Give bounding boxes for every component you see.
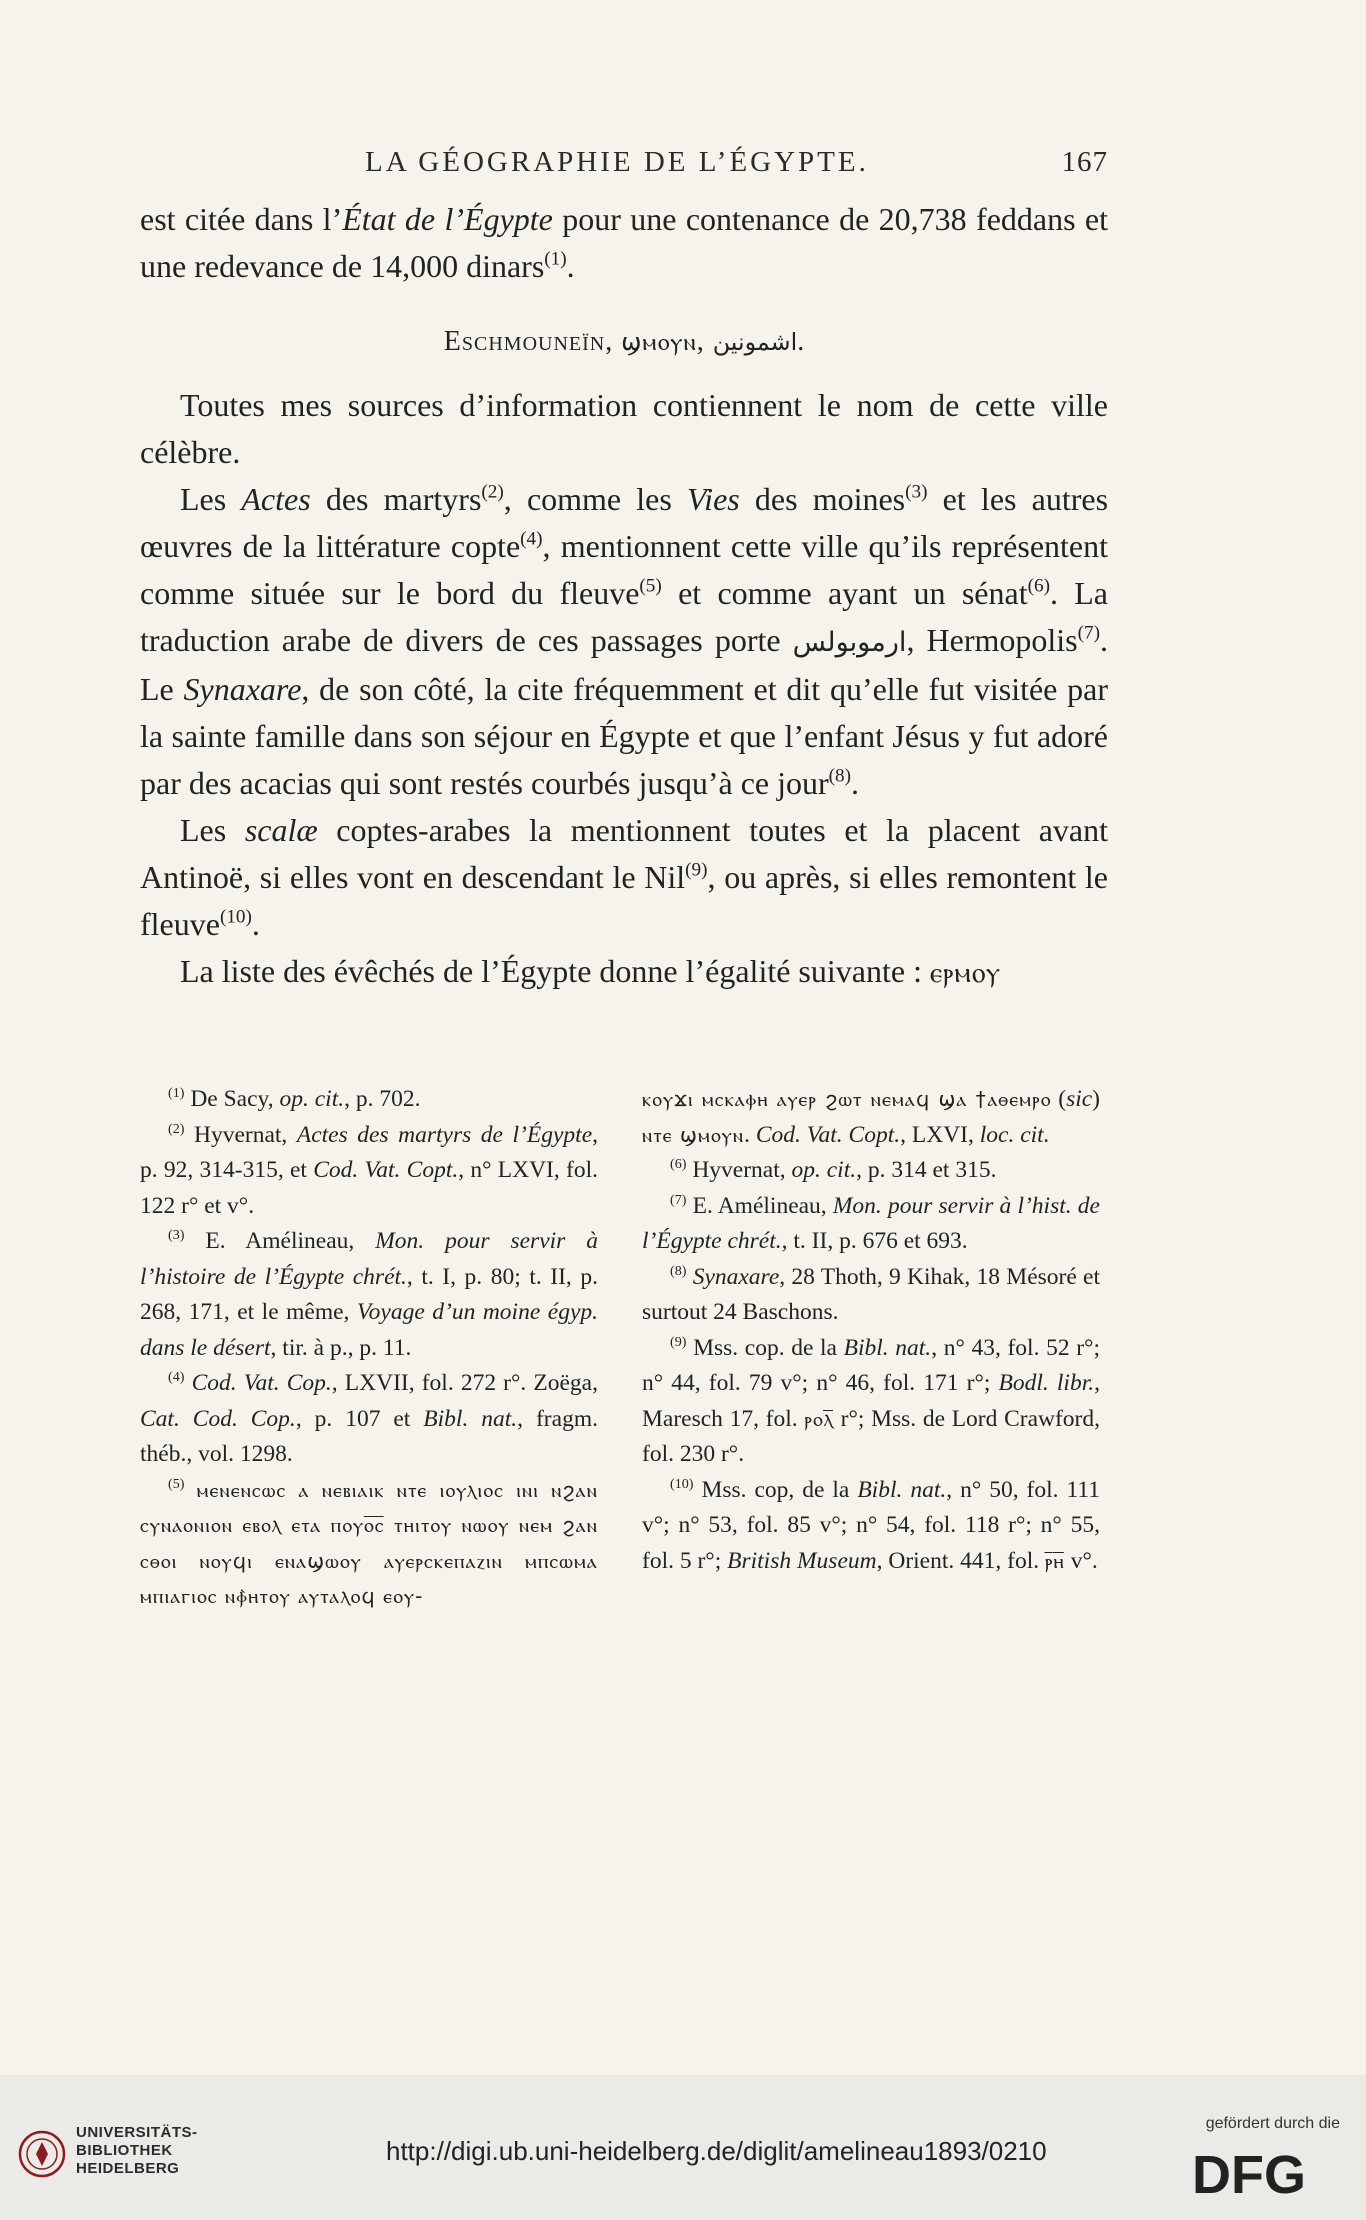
footnote-10: $^{(10)}$ Mss. cop, de la Bibl. nat., n° 50, fol. 111 v°; n° 53, fol. 85 v°; n° 54, fol. 118 r°; n° 55, fol. 5 r°; British Museum, Orient. 441, fol. ⲣ̅ⲏ̅ v°. bbox=[642, 1475, 1100, 1574]
footnote-9: $^{(9)}$ Mss. cop. de la Bibl. nat., n° 43, fol. 52 r°; n° 44, fol. 79 v°; n° 46, fol. 171 r°; Bodl. libr., Maresch 17, fol. ⲣⲟⲗ̅ r°; Mss. de Lord Crawford, fol. 230 r°. bbox=[642, 1333, 1101, 1467]
university-name: UNIVERSITÄTS- BIBLIOTHEK HEIDELBERG bbox=[76, 2124, 198, 2177]
paragraph-1: est citée dans l’État de l’Égypte pour une contenance de 20,738 feddans et une redevance de 14,000 dinars$^{(1)}$. bbox=[140, 201, 1109, 284]
svg-text:DFG: DFG bbox=[1192, 2145, 1306, 2201]
footnotes-left-column bbox=[140, 1082, 598, 1615]
paragraph-4: Les scalæ coptes-arabes la mentionnent toutes et la placent avant Antinoë, si elles vont en descendant le Nil$^{(9)}$, ou après, si elles remontent le fleuve$^{(10)}$. bbox=[140, 812, 1109, 942]
permalink[interactable]: http://digi.ub.uni-heidelberg.de/diglit/amelineau1893/0210 bbox=[386, 2136, 1047, 2166]
header-title: LA GÉOGRAPHIE DE L’ÉGYPTE. bbox=[365, 146, 869, 178]
footnote-5-continued: ⲕⲟⲩϫⲓ ⲙⲥⲕⲁⲫⲏ ⲁⲩⲉⲣ ϩⲱⲧ ⲛⲉⲙⲁϥ ϣⲁ †ⲁⲑⲉⲙⲣⲟ (sic) ⲛⲧⲉ ϣⲙⲟⲩⲛ. Cod. Vat. Copt., LXVI, loc. cit. bbox=[642, 1086, 1100, 1148]
dfg-logo[interactable] bbox=[1192, 2145, 1342, 2201]
footnotes-right-column bbox=[642, 1082, 1100, 1579]
footnote-ref: (1) bbox=[544, 248, 567, 270]
footnote-2: $^{(2)}$ Hyvernat, Actes des martyrs de l’Égypte, p. 92, 314-315, et Cod. Vat. Copt., n° LXVI, fol. 122 r° et v°. bbox=[140, 1120, 598, 1219]
section-heading: Eschmouneïn, ϣⲙⲟⲩⲛ, اشمونين. bbox=[443, 326, 805, 357]
footnote-5: $^{(5)}$ ⲙⲉⲛⲉⲛⲥⲱⲥ ⲁ ⲛⲉⲃⲓⲁⲓⲕ ⲛⲧⲉ ⲓⲟⲩⲗⲓⲟⲥ ⲓⲛⲓ ⲛϩⲁⲛ ⲥⲩⲛⲁⲟⲛⲓⲟⲛ ⲉⲃⲟⲗ ⲉⲧⲁ ⲡⲟⲩⲟ̅ⲥ̅ ⲧⲏⲓⲧⲟⲩ ⲛⲱⲟⲩ ⲛⲉⲙ ϩⲁⲛ ⲥⲑⲟⲓ ⲛⲟⲩϥⲓ ⲉⲛⲁϣⲱⲟⲩ ⲁⲩⲉⲣⲥⲕⲉⲡⲁⲍⲓⲛ ⲙⲡⲥⲱⲙⲁ ⲙⲡⲓⲁⲅⲓⲟⲥ ⲛⲫ̀ⲏⲧⲟⲩ ⲁⲩⲧⲁⲗⲟϥ ⲉⲟⲩ- bbox=[140, 1475, 598, 1608]
running-header bbox=[140, 140, 1108, 180]
paragraph-2: Toutes mes sources d’information contiennent le nom de cette ville célèbre. bbox=[140, 387, 1108, 470]
footnote-3: $^{(3)}$ E. Amélineau, Mon. pour servir à l’histoire de l’Égypte chrét., t. I, p. 80; t. II, p. 268, 171, et le même, Voyage d’un moine égyp. dans le désert, tir. à p., p. 11. bbox=[140, 1226, 598, 1361]
footnote-1: $^{(1)}$ De Sacy, op. cit., p. 702. bbox=[168, 1084, 421, 1112]
paragraph-3: Les Actes des martyrs$^{(2)}$, comme les Vies des moines$^{(3)}$ et les autres œuvres de la littérature copte$^{(4)}$, mentionnent cette ville qu’ils représentent comme située sur le bord du fleuve$^{(5)}$ et comme ayant un sénat$^{(6)}$. La traduction arabe de divers de ces passages porte ارموبولس, Hermopolis$^{(7)}$. Le Synaxare, de son côté, la cite fréquemment et dit qu’elle fut visitée par la sainte famille dans son séjour en Égypte et que l’enfant Jésus y fut adoré par des acacias qui sont restés courbés jusqu’à ce jour$^{(8)}$. bbox=[140, 481, 1109, 801]
footnote-8: $^{(8)}$ Synaxare, 28 Thoth, 9 Kihak, 18 Mésoré et surtout 24 Baschons. bbox=[642, 1262, 1100, 1325]
paragraph-5: La liste des évêchés de l’Égypte donne l’égalité suivante : ⲉⲣⲙⲟⲩ bbox=[180, 953, 1001, 989]
footnote-4: $^{(4)}$ Cod. Vat. Cop., LXVII, fol. 272 r°. Zoëga, Cat. Cod. Cop., p. 107 et Bibl. nat., fragm. théb., vol. 1298. bbox=[140, 1368, 598, 1467]
footnote-7: $^{(7)}$ E. Amélineau, Mon. pour servir à l’hist. de l’Égypte chrét., t. II, p. 676 et 693. bbox=[642, 1191, 1100, 1254]
main-text bbox=[140, 196, 1108, 997]
footnote-6: $^{(6)}$ Hyvernat, op. cit., p. 314 et 315. bbox=[670, 1155, 997, 1183]
viewer-footer bbox=[0, 2075, 1366, 2220]
page-number: 167 bbox=[1061, 146, 1108, 178]
funding-label: gefördert durch die bbox=[1205, 2115, 1340, 2132]
university-seal-icon bbox=[18, 2130, 66, 2178]
